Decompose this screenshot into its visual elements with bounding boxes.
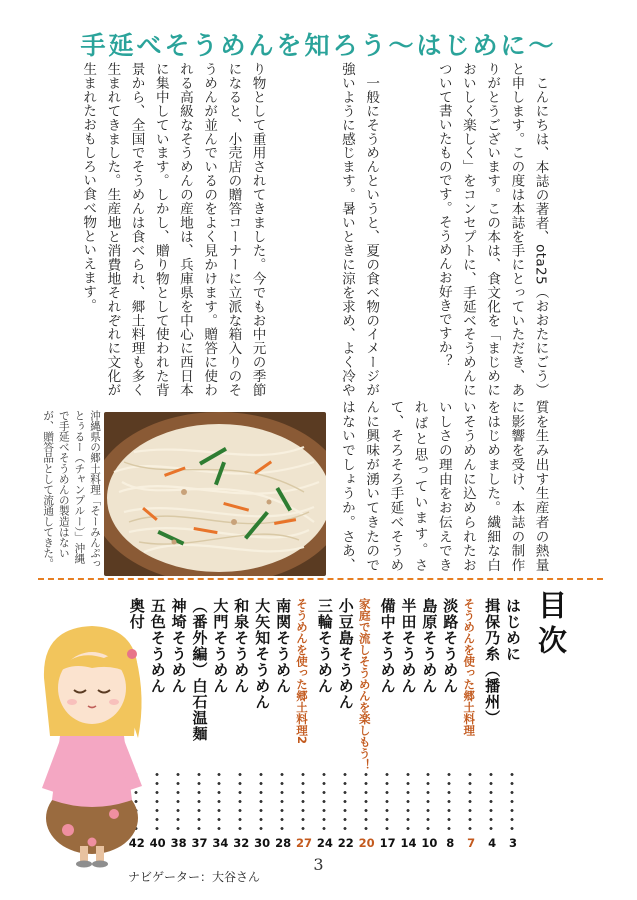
toc-entry-label: 三輪そうめん [315,598,334,694]
toc-entry-label: そうめんを使った郷土料理2 [295,598,309,745]
toc-entry[interactable] [169,598,189,848]
toc-entry-label: 五色そうめん [148,598,167,694]
toc-entry-label: 揖保乃糸（播州） [483,598,502,726]
toc-entry-label: 備中そうめん [378,598,397,694]
toc-entry-page: 17 [379,836,396,850]
toc-entry[interactable] [461,598,481,848]
somen-champuru-photo [104,412,326,576]
toc-entry-label: 奥付 [127,598,146,630]
toc-entry[interactable] [210,598,230,848]
intro-column-left [38,62,318,397]
toc-entry-label: （番外編）白石温麺 [190,598,209,742]
toc-dot-leader [197,770,201,832]
navigator-caption: ナビゲーター：大谷さん [128,870,261,884]
toc-dot-leader [510,770,514,832]
toc-dot-leader [447,770,451,832]
toc-entry[interactable] [399,598,419,848]
toc-dot-leader [155,770,159,832]
toc-entry-page: 20 [358,836,375,850]
intro-paragraph: 質を生み出す生産者の熱量に影響を受け、本誌の制作をはじめました。繊細な白いそうめんに込められたおいしさの理由をお伝えできればと思っています。さて、そろそろ手延べそうめんに興味が湧いてきたのではないでしょうか。さあ、 [338,400,549,572]
toc-entry-page: 27 [295,836,312,850]
toc-entry-label: 南関そうめん [274,598,293,694]
toc-dot-leader [343,770,347,832]
toc-dot-leader [176,770,180,832]
noodle-dish-illustration [104,412,326,576]
toc-entry-page: 38 [170,836,187,850]
intro-paragraph: り物として重用されてきました。今でもお中元の季節になると、小売店の贈答コーナーに立派な箱入りのそうめんが並んでいるのをよく見かけます。贈答に使われる高級なそうめんの産地は、兵庫県を中心に西日本に集中しています。しかし、贈り物として使われた背景から、全国でそうめんは食べられ、郷土料理も多く生まれてきました。生産地と消費地それぞれに文化が生まれたおもしろい食べ物といえます。 [80,62,266,397]
toc-entry[interactable] [273,598,293,848]
toc-entry-page: 8 [446,836,455,850]
toc-entry-page: 24 [316,836,333,850]
toc-dot-leader [489,770,493,832]
toc-dot-leader [301,770,305,832]
toc-entry-page: 28 [275,836,292,850]
toc-entry[interactable] [252,598,272,848]
toc-heading: 目次 [534,590,568,660]
toc-entry[interactable] [419,598,439,848]
toc-dot-leader [406,770,410,832]
toc-entry-page: 42 [128,836,145,850]
toc-entry-label: 大矢知そうめん [253,598,272,710]
toc-entry[interactable] [378,598,398,848]
toc-entry-page: 30 [254,836,271,850]
toc-entry-label: 家庭で流しそうめんを楽しもう！ [357,598,372,771]
toc-entry-page: 3 [508,836,517,850]
toc-entry-page: 14 [400,836,417,850]
toc-entry-page: 40 [149,836,166,850]
toc-entry[interactable] [190,598,210,848]
navigator-girl-avatar [34,618,146,868]
toc-entry-page: 32 [233,836,250,850]
toc-entry-page: 37 [191,836,208,850]
toc-entry-label: 半田そうめん [399,598,418,694]
intro-paragraph: 一般にそうめんというと、夏の食べ物のイメージが強いように感じます。暑いときに涼を求め、よく冷や [338,62,380,397]
toc-dot-leader [238,770,242,832]
page-title: 手延べそうめんを知ろう〜はじめに〜 [80,31,557,60]
toc-entry-label: 小豆島そうめん [336,598,355,710]
toc-entry[interactable] [440,598,460,848]
toc-entry[interactable] [357,598,377,848]
toc-entry-page: 34 [212,836,229,850]
toc-entry-label: 神埼そうめん [169,598,188,694]
navigator-illustration [34,618,146,868]
section-divider [38,578,603,580]
toc-entry-label: 和泉そうめん [232,598,251,694]
photo-caption: 沖縄県の郷土料理「そーみんぷっとぅるー（チャンプルー）」沖縄で手延べそうめんの製造はないが、贈答品として流通してきた。 [42,410,101,569]
toc-dot-leader [426,770,430,832]
toc-entry[interactable] [294,598,314,848]
intro-paragraph: こんにちは、本誌の著者、ota25（おおたにごう）と申します。この度は本誌を手にとっていただき、ありがとうございます。この本は、食文化を「まじめにおいしく楽しく」をコンセプトに、手延べそうめんについて書いたものです。そうめんお好きですか？ [435,62,549,397]
toc-dot-leader [217,770,221,832]
page-number: 3 [313,855,324,874]
intro-column-right [333,62,601,397]
toc-entry[interactable] [482,598,502,848]
toc-dot-leader [364,770,368,832]
intro-column-middle [333,400,601,572]
toc-entry[interactable] [336,598,356,848]
toc-entry[interactable] [231,598,251,848]
toc-entry-label: 淡路そうめん [441,598,460,694]
toc-dot-leader [468,770,472,832]
toc-entry[interactable] [503,598,523,848]
toc-entry-page: 22 [337,836,354,850]
toc-dot-leader [322,770,326,832]
toc-dot-leader [385,770,389,832]
toc-entry-page: 10 [421,836,438,850]
toc-entry-page: 7 [467,836,476,850]
toc-entry-label: 大門そうめん [211,598,230,694]
toc-dot-leader [259,770,263,832]
toc-dot-leader [280,770,284,832]
toc-entry[interactable] [315,598,335,848]
toc-entry-label: はじめに [504,598,522,662]
toc-entry-label: 島原そうめん [420,598,439,694]
toc-entry-label: そうめんを使った郷土料理 [462,598,477,736]
toc-entry[interactable] [148,598,168,848]
toc-entry-page: 4 [488,836,497,850]
